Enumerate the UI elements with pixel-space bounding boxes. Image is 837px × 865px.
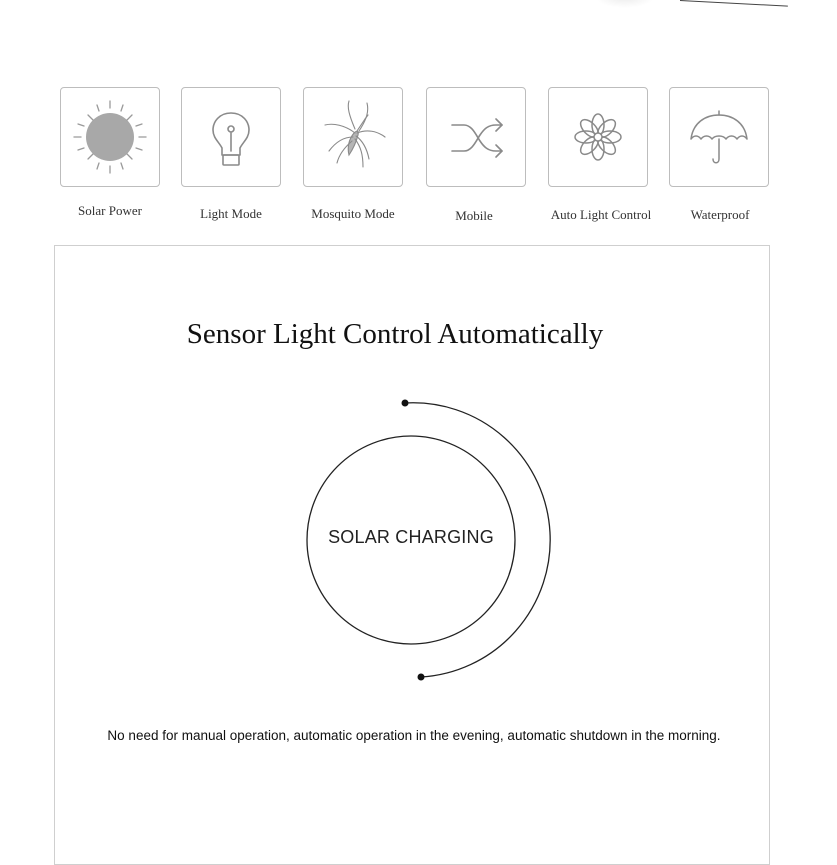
feature-label-solar-power: Solar Power — [78, 203, 142, 218]
feature-light-mode — [181, 87, 281, 187]
light-bulb-icon — [183, 89, 279, 185]
shuffle-arrows-icon — [428, 89, 524, 185]
feature-solar-power — [60, 87, 160, 187]
flower-icon — [550, 89, 646, 185]
arc-start-dot — [402, 400, 409, 407]
solar-charging-label: SOLAR CHARGING — [328, 527, 494, 547]
feature-label-waterproof: Waterproof — [690, 207, 750, 222]
umbrella-icon — [671, 89, 767, 185]
feature-waterproof — [669, 87, 769, 187]
panel-title: Sensor Light Control Automatically — [186, 318, 604, 350]
feature-mobile — [426, 87, 526, 187]
feature-label-auto-light-control: Auto Light Control — [550, 207, 652, 222]
arc-end-dot — [418, 674, 425, 681]
panel-caption: No need for manual operation, automatic operation in the evening, automatic shutdown in the morning. — [107, 728, 721, 743]
feature-icons-row — [0, 0, 837, 240]
feature-label-light-mode: Light Mode — [200, 206, 262, 221]
mosquito-icon — [305, 89, 401, 185]
feature-label-mosquito-mode: Mosquito Mode — [311, 206, 395, 221]
feature-label-mobile: Mobile — [455, 208, 493, 223]
feature-mosquito-mode — [303, 87, 403, 187]
feature-auto-light-control — [548, 87, 648, 187]
sun-icon — [62, 89, 158, 185]
